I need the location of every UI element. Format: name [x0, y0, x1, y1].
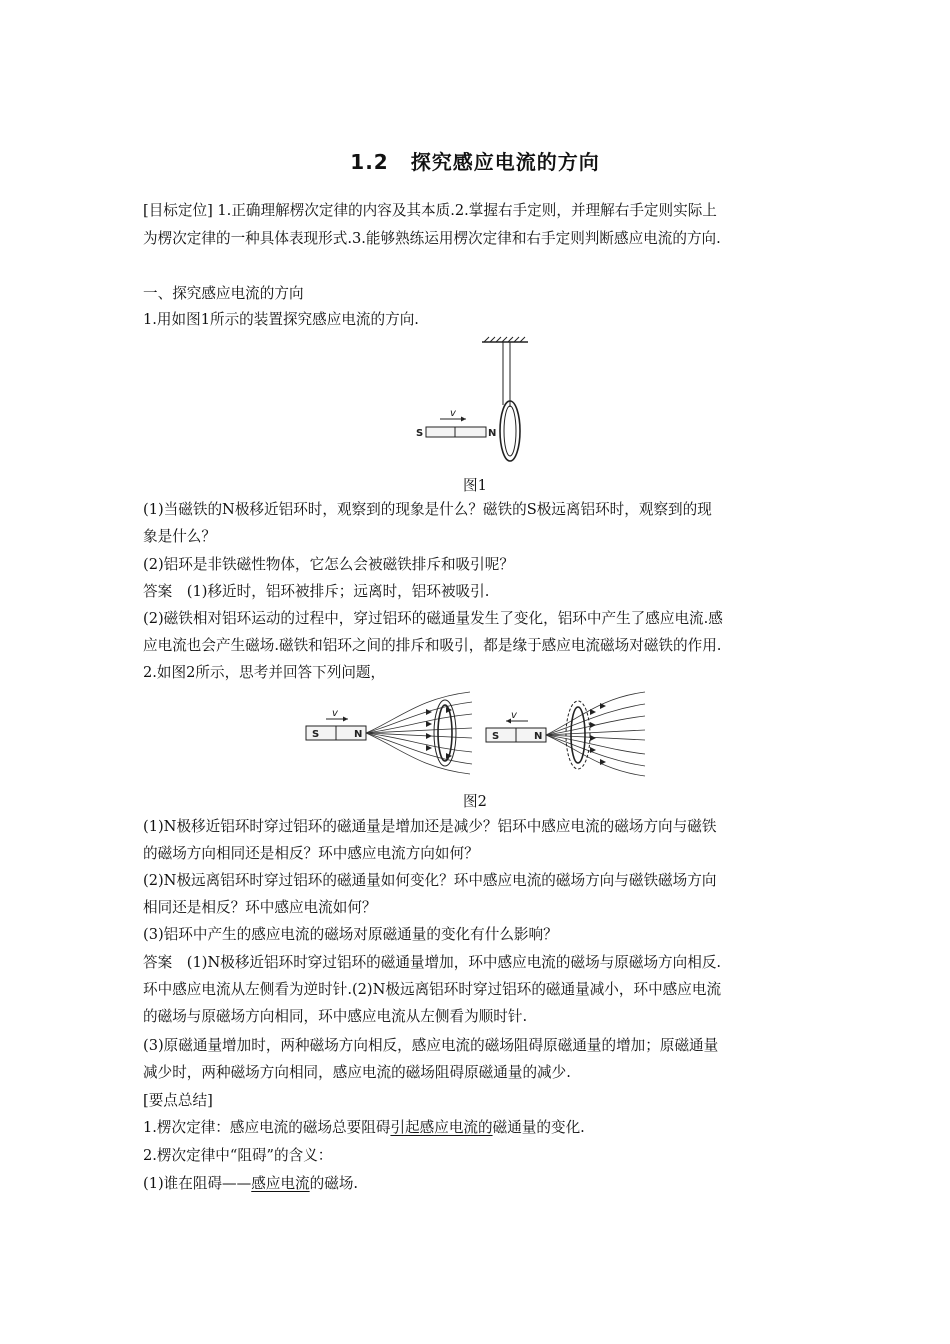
prompt-2-line-1: (2)N极远离铝环时穿过铝环的磁通量如何变化？环中感应电流的磁场方向与磁铁磁场方向	[143, 872, 717, 889]
question-1-line-1: (1)当磁铁的N极移近铝环时，观察到的现象是什么？磁铁的S极远离铝环时，观察到的现	[143, 501, 712, 518]
answer-block-line-3: 的磁场与原磁场方向相同，环中感应电流从左侧看为顺时针.	[143, 1008, 528, 1025]
aluminum-ring	[500, 401, 520, 461]
prompt-1-line-2: 的磁场方向相同还是相反？环中感应电流方向如何？	[143, 845, 479, 862]
summary-item-3-pre: (1)谁在阻碍——	[143, 1175, 252, 1192]
summary-item-3	[143, 1174, 823, 1194]
question-1-line-2: 象是什么？	[143, 528, 216, 545]
bar-magnet	[426, 427, 486, 437]
prompt-1-line-1: (1)N极移近铝环时穿过铝环的磁通量是增加还是减少？铝环中感应电流的磁场方向与磁铁	[143, 818, 717, 835]
objectives-line-2: 为楞次定律的一种具体表现形式.3.能够熟练运用楞次定律和右手定则判断感应电流的方向.	[143, 230, 721, 247]
fig2-left-v-label: v	[332, 708, 338, 719]
summary-item-1-post: 磁通量的变化.	[492, 1119, 585, 1136]
fig1-n-label: N	[488, 428, 497, 439]
answer-1: 答案 (1)移近时，铝环被排斥；远离时，铝环被吸引.	[143, 583, 490, 600]
summary-item-1	[143, 1118, 823, 1138]
title-text: 探究感应电流的方向	[410, 150, 600, 174]
item-2: 2.如图2所示，思考并回答下列问题，	[143, 664, 386, 681]
fig2-right-n-label: N	[534, 731, 543, 742]
summary-item-3-post: 的磁场.	[309, 1175, 359, 1192]
fig1-v-label: v	[450, 408, 456, 419]
prompt-2-line-2: 相同还是相反？环中感应电流如何？	[143, 899, 377, 916]
fig2-right-ring	[571, 707, 585, 763]
item-1: 1.用如图1所示的装置探究感应电流的方向.	[143, 311, 419, 328]
answer-block-line-1: 答案 (1)N极移近铝环时穿过铝环的磁通量增加，环中感应电流的磁场与原磁场方向相反.	[143, 954, 722, 971]
summary-item-2: 2.楞次定律中“阻碍”的含义：	[143, 1147, 333, 1164]
page-title	[0, 146, 950, 175]
summary-item-1-pre: 1.楞次定律：感应电流的磁场总要阻碍	[143, 1119, 391, 1136]
summary-item-1-underlined: 引起感应电流的	[390, 1119, 493, 1136]
answer-block-line-2: 环中感应电流从左侧看为逆时针.(2)N极远离铝环时穿过铝环的磁通量减小，环中感应电流	[143, 981, 722, 998]
answer-block-line-5: 减少时，两种磁场方向相同，感应电流的磁场阻碍原磁通量的减少.	[143, 1064, 571, 1081]
answer-block-line-4: (3)原磁通量增加时，两种磁场方向相反，感应电流的磁场阻碍原磁通量的增加；原磁通量	[143, 1037, 719, 1054]
prompt-3: (3)铝环中产生的感应电流的磁场对原磁通量的变化有什么影响？	[143, 926, 558, 943]
fig2-left-s-label: S	[312, 729, 320, 740]
summary-item-3-underlined: 感应电流	[251, 1175, 310, 1192]
figure-1-caption: 图1	[463, 477, 487, 494]
section-heading: 一、探究感应电流的方向	[143, 285, 304, 302]
figure-2-diagram	[300, 688, 650, 778]
answer-2-line-2: 应电流也会产生磁场.磁铁和铝环之间的排斥和吸引，都是缘于感应电流磁场对磁铁的作用.	[143, 637, 722, 654]
figure-2-caption: 图2	[463, 793, 487, 810]
question-2: (2)铝环是非铁磁性物体，它怎么会被磁铁排斥和吸引呢？	[143, 556, 514, 573]
figure-1-diagram	[400, 335, 550, 470]
objectives-line-1: [目标定位] 1.正确理解楞次定律的内容及其本质.2.掌握右手定则，并理解右手定则实际上	[143, 202, 717, 219]
summary-heading: [要点总结]	[143, 1092, 213, 1109]
fig2-right-v-label: v	[511, 710, 517, 721]
fig1-s-label: S	[416, 428, 424, 439]
fig2-right-s-label: S	[492, 731, 500, 742]
title-number: 1.2	[350, 150, 389, 174]
fig2-left-n-label: N	[354, 729, 363, 740]
answer-2-line-1: (2)磁铁相对铝环运动的过程中，穿过铝环的磁通量发生了变化，铝环中产生了感应电流.感	[143, 610, 723, 627]
fig2-left-ring	[438, 705, 452, 761]
